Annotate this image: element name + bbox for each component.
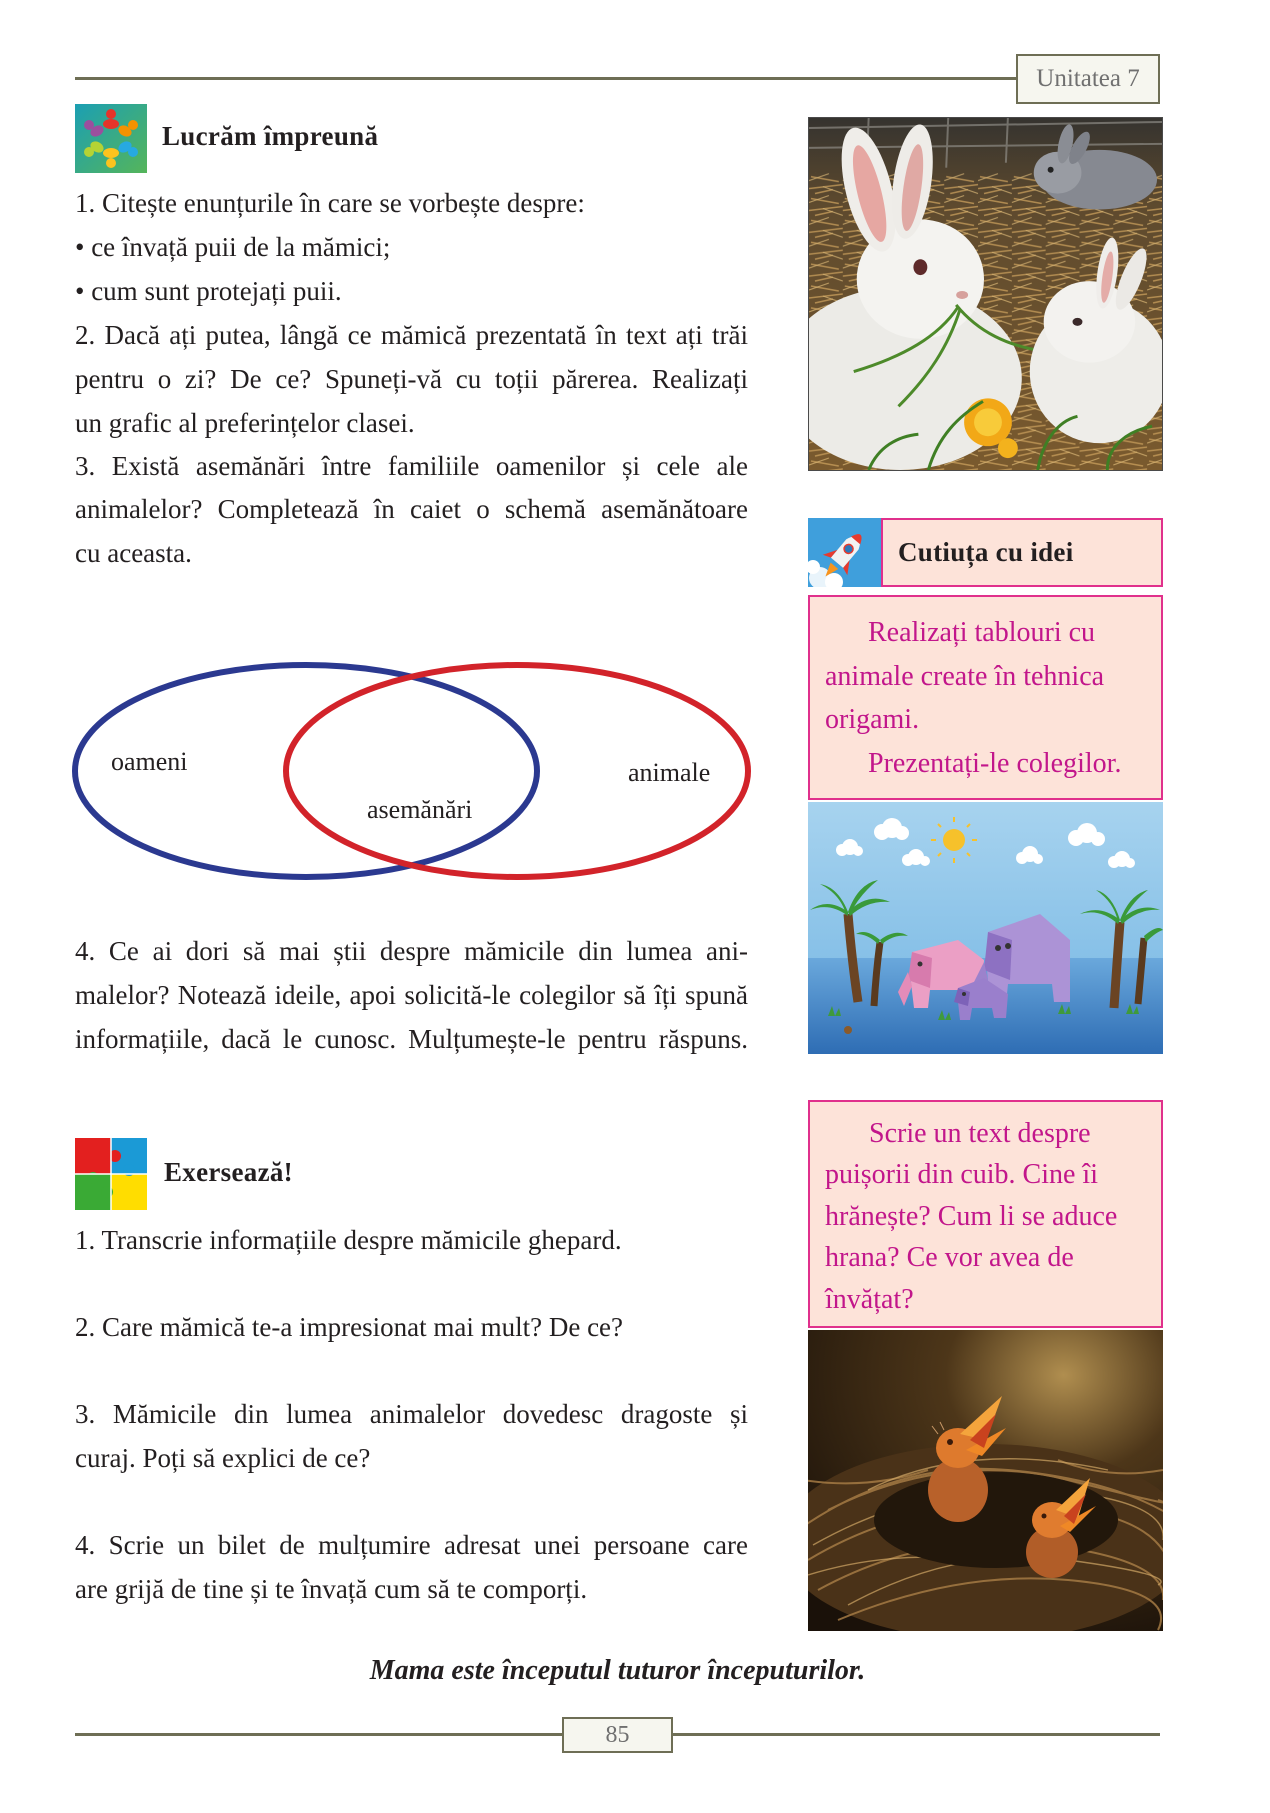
idea-line: origami. (825, 704, 920, 735)
writing-line: învățat? (825, 1284, 914, 1315)
instruction-line: • cum sunt protejați puii. (75, 276, 342, 306)
instruction-line: animalelor? Completează în caiet o schemă asemănătoare (75, 494, 748, 524)
rabbits-photo (808, 117, 1163, 471)
idea-box-title: Cutiuța cu idei (898, 537, 1074, 567)
closing-quote: Mama este începutul tuturor începuturilor. (369, 1655, 866, 1686)
page-number-box (562, 1717, 673, 1753)
unit-label: Unitatea 7 (1036, 65, 1140, 92)
instruction-line: cu aceasta. (75, 538, 192, 568)
venn-label-left: oameni (111, 747, 188, 776)
idea-box (808, 595, 1163, 800)
exercise-line: curaj. Poți să explici de ce? (75, 1443, 371, 1473)
page-number: 85 (605, 1722, 630, 1748)
puzzle-icon (75, 1138, 147, 1210)
question4-line: malelor? Notează ideile, apoi solicită-le colegilor să îți spună (75, 980, 748, 1010)
instruction-line: 3. Există asemănări între familiile oamenilor și cele ale (75, 451, 748, 481)
instruction-line: • ce învață puii de la mămici; (75, 232, 391, 262)
teamwork-icon (75, 104, 147, 173)
instruction-line: 2. Dacă ați putea, lângă ce mămică prezentată în text ați trăi (75, 320, 748, 350)
instruction-line: un grafic al preferințelor clasei. (75, 408, 415, 438)
writing-line: puișorii din cuib. Cine îi (825, 1159, 1098, 1190)
instruction-line: pentru o zi? De ce? Spuneți-vă cu toții părerea. Realizați (75, 364, 748, 394)
question4-line: informațiile, dacă le cunosc. Mulțumește-le pentru răspuns. (75, 1024, 748, 1054)
writing-prompt-box (808, 1100, 1163, 1328)
rocket-icon (808, 518, 881, 587)
header-rule (75, 77, 1016, 80)
unit-label-box (1016, 54, 1160, 104)
idea-line: Realizați tablouri cu (868, 617, 1096, 648)
section-title-lucram: Lucrăm împreună (162, 121, 379, 151)
writing-line: hrănește? Cum li se aduce (825, 1201, 1118, 1232)
venn-label-center: asemănări (367, 795, 473, 824)
puzzle-piece-red (75, 1138, 111, 1174)
question4-line: 4. Ce ai dori să mai știi despre mămicile din lumea ani- (75, 936, 748, 966)
venn-label-right: animale (628, 758, 711, 787)
puzzle-piece-yellow (111, 1174, 147, 1210)
idea-line: Prezentați-le colegilor. (868, 748, 1122, 779)
section-title-exerseaza: Exersează! (164, 1157, 293, 1187)
exercise-line: 1. Transcrie informațiile despre mămicile ghepard. (75, 1225, 622, 1255)
exercise-line: 3. Mămicile din lumea animalelor dovedesc dragoste și (75, 1399, 748, 1429)
exercise-line: 2. Care mămică te-a impresionat mai mult? De ce? (75, 1312, 624, 1342)
instruction-line: 1. Citește enunțurile în care se vorbește despre: (75, 188, 585, 218)
origami-elephants-picture (808, 802, 1163, 1054)
exercise-line: are grijă de tine și te învață cum să te comporți. (75, 1574, 588, 1604)
idea-box-title-box (881, 518, 1163, 587)
exercise-line: 4. Scrie un bilet de mulțumire adresat unei persoane care (75, 1530, 748, 1560)
nest (808, 1444, 1163, 1631)
writing-line: Scrie un text despre (869, 1118, 1091, 1149)
idea-line: animale create în tehnica (825, 661, 1105, 692)
writing-line: hrana? Ce vor avea de (825, 1242, 1074, 1273)
bird-nest-photo (808, 1330, 1163, 1631)
